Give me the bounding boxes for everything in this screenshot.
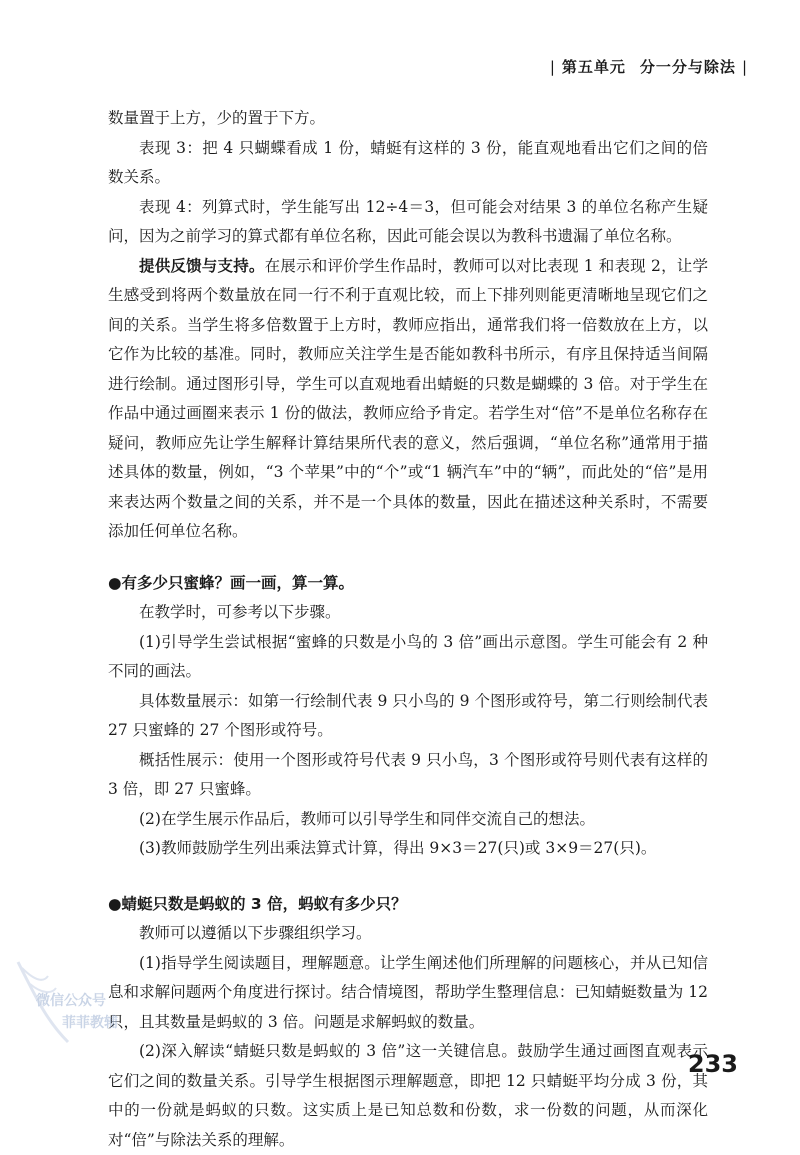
page-body xyxy=(108,104,708,1155)
page-number: 233 xyxy=(687,1050,738,1078)
paragraph: 表现 4：列算式时，学生能写出 12÷4＝3，但可能会对结果 3 的单位名称产生疑问，因为之前学习的算式都有单位名称，因此可能会误以为教科书遗漏了单位名称。 xyxy=(108,197,708,245)
section-heading: ●蜻蜓只数是蚂蚁的 3 倍，蚂蚁有多少只？ xyxy=(108,894,407,913)
section-heading: ●有多少只蜜蜂？画一画，算一算。 xyxy=(108,573,355,592)
paragraph: (1)引导学生尝试根据“蜜蜂的只数是小鸟的 3 倍”画出示意图。学生可能会有 2 种不同的画法。 xyxy=(108,632,708,680)
header-divider: | xyxy=(549,58,556,76)
paragraph: 数量置于上方，少的置于下方。 xyxy=(108,109,326,127)
header-unit: 第五单元 xyxy=(561,58,626,76)
running-header xyxy=(544,56,754,77)
paragraph: 具体数量展示：如第一行绘制代表 9 只小鸟的 9 个图形或符号，第二行则绘制代表 27 只蜜蜂的 27 个图形或符号。 xyxy=(108,691,708,739)
header-title: 分一分与除法 xyxy=(639,58,736,76)
paragraph xyxy=(108,252,708,547)
paragraph: (2)深入解读“蜻蜓只数是蚂蚁的 3 倍”这一关键信息。鼓励学生通过画图直观表示它们之间的数量关系。引导学生根据图示理解题意，即把 12 只蜻蜓平均分成 3 份，其中的一份就是蚂蚁的只数。这实质上是已知总数和份数，求一份数的问题，从而深化对“倍”与除法关系的理解。 xyxy=(108,1042,708,1149)
paragraph-text: 在展示和评价学生作品时，教师可以对比表现 1 和表现 2，让学生感受到将两个数量放在同一行不利于直观比较，而上下排列则能更清晰地呈现它们之间的关系。当学生将多倍数置于上方时，教师应指出，通常我们将一倍数放在上方，以它作为比较的基准。同时，教师应关注学生是否能如教科书所示，有序且保持适当间隔进行绘制。通过图形引导，学生可以直观地看出蜻蜓的只数是蝴蝶的 3 倍。对于学生在作品中通过画圈来表示 1 份的做法，教师应给予肯定。若学生对“倍”不是单位名称存在疑问，教师应先让学生解释计算结果所代表的意义，然后强调，“单位名称”通常用于描述具体的数量，例如，“3 个苹果”中的“个”或“1 辆汽车”中的“辆”，而此处的“倍”是用来表达两个数量之间的关系，并不是一个具体的数量，因此在描述这种关系时，不需要添加任何单位名称。 xyxy=(108,256,708,540)
watermark-text: 菲菲教辅 xyxy=(62,1015,118,1031)
paragraph: 概括性展示：使用一个图形或符号代表 9 只小鸟，3 个图形或符号则代表有这样的 3 倍，即 27 只蜜蜂。 xyxy=(108,750,708,798)
paragraph-lead: 提供反馈与支持。 xyxy=(139,256,265,275)
watermark-text: 微信公众号 xyxy=(36,993,106,1009)
paragraph: 表现 3：把 4 只蝴蝶看成 1 份，蜻蜓有这样的 3 份，能直观地看出它们之间的倍数关系。 xyxy=(108,138,708,186)
paragraph: 在教学时，可参考以下步骤。 xyxy=(139,603,341,621)
header-divider: | xyxy=(741,58,748,76)
paragraph: (1)指导学生阅读题目，理解题意。让学生阐述他们所理解的问题核心，并从已知信息和求解问题两个角度进行探讨。结合情境图，帮助学生整理信息：已知蜻蜓数量为 12 只，且其数量是蚂蚁的 3 倍。问题是求解蚂蚁的数量。 xyxy=(108,953,708,1031)
paragraph: (3)教师鼓励学生列出乘法算式计算，得出 9×3＝27(只)或 3×9＝27(只)。 xyxy=(139,839,657,857)
paragraph: 教师可以遵循以下步骤组织学习。 xyxy=(139,924,372,942)
paragraph: (2)在学生展示作品后，教师可以引导学生和同伴交流自己的想法。 xyxy=(139,809,595,828)
watermark xyxy=(8,942,158,1062)
